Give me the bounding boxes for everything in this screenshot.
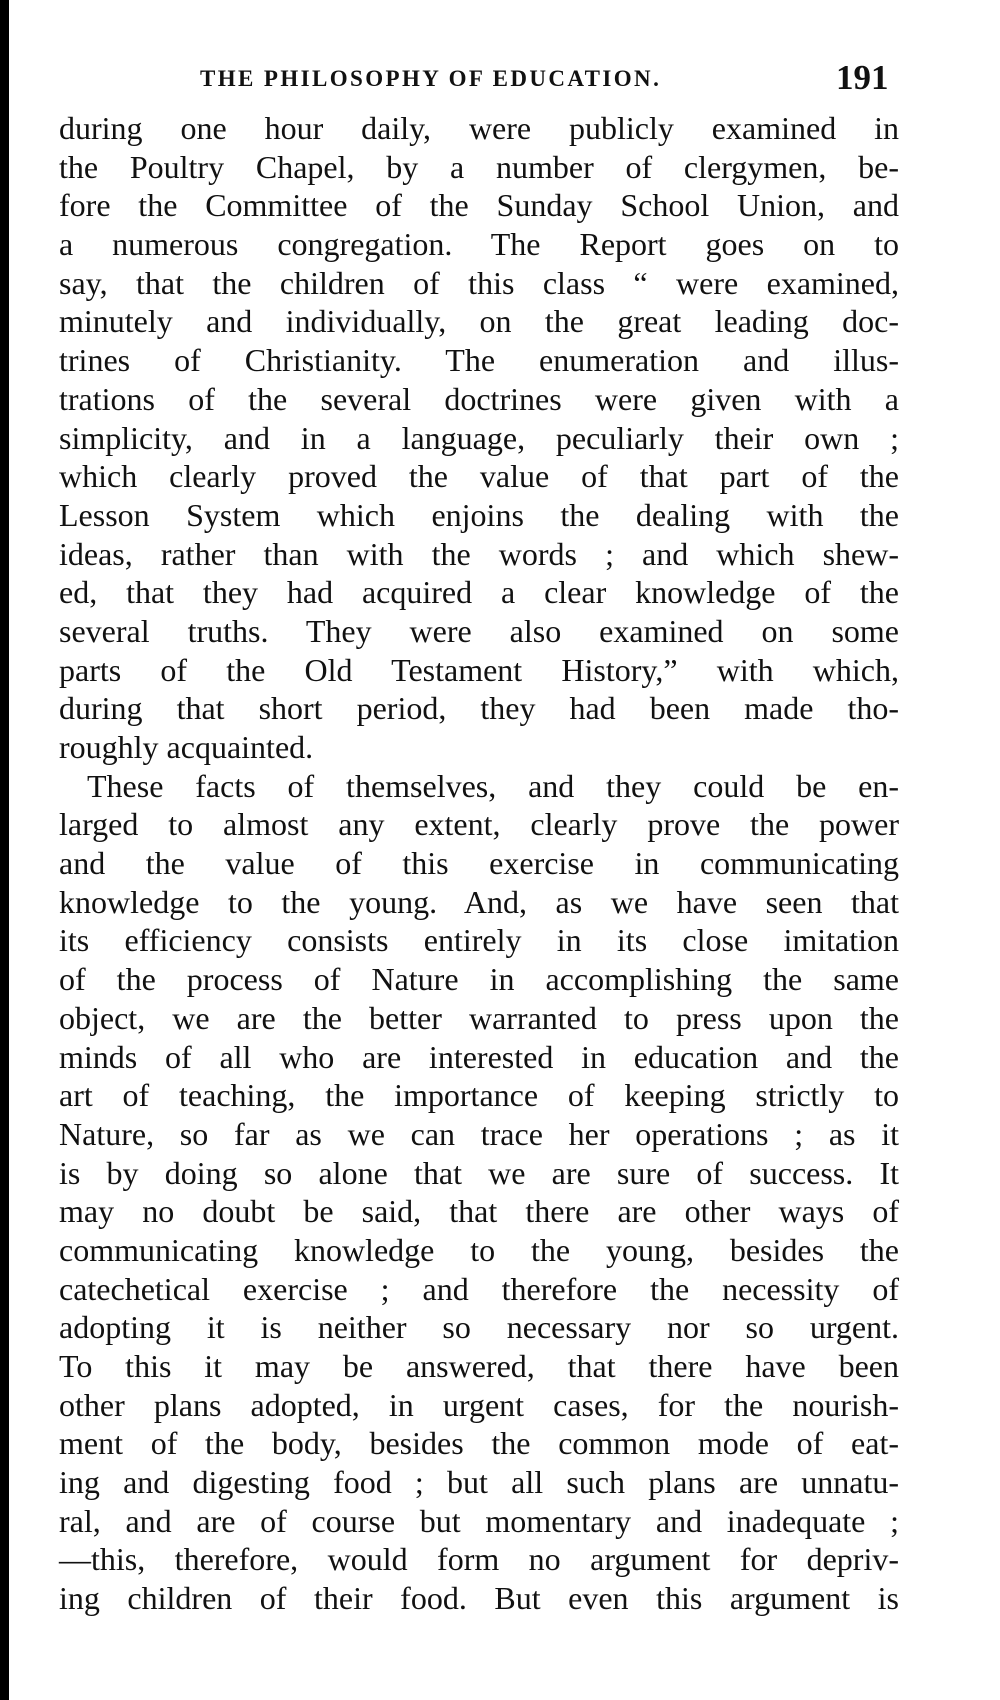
text-line: catechetical exercise ; and therefore the necessity of [59,1270,899,1307]
text-line: ral, and are of course but momentary and inadequate ; [59,1502,899,1539]
body-text [59,109,899,1618]
paragraph-first-line: These facts of themselves, and they could be en- [87,767,899,804]
text-line: several truths. They were also examined on some [59,612,899,649]
running-title: THE PHILOSOPHY OF EDUCATION. [200,66,662,91]
text-line: Lesson System which enjoins the dealing with the [59,496,899,533]
text-line: the Poultry Chapel, by a number of clergymen, be- [59,148,899,185]
text-line: a numerous congregation. The Report goes on to [59,226,899,263]
text-line: other plans adopted, in urgent cases, for the nourish- [59,1386,899,1423]
text-line: trines of Christianity. The enumeration and illus- [59,342,899,379]
text-line: trations of the several doctrines were given with a [59,380,899,417]
text-line: minds of all who are interested in education and the [59,1038,899,1075]
text-line: ing children of their food. But even this argument is [59,1580,899,1617]
text-line: and the value of this exercise in communicating [59,845,899,882]
text-line: ing and digesting food ; but all such plans are unnatu- [59,1464,899,1501]
text-line: which clearly proved the value of that part of the [59,458,899,495]
text-line: fore the Committee of the Sunday School Union, and [59,187,899,224]
running-head [0,58,1000,98]
text-line: ment of the body, besides the common mode of eat- [59,1425,899,1462]
paragraph-last-line: roughly acquainted. [59,729,314,765]
text-line: is by doing so alone that we are sure of success. It [59,1154,899,1191]
text-line: may no doubt be said, that there are other ways of [59,1193,899,1230]
text-line: parts of the Old Testament History,” with which, [59,651,899,688]
text-line: during one hour daily, were publicly examined in [59,110,899,146]
text-line: larged to almost any extent, clearly prove the power [59,806,899,843]
text-line: of the process of Nature in accomplishing the same [59,961,899,998]
text-line: ed, that they had acquired a clear knowledge of the [59,574,899,611]
page-edge-shadow [0,0,9,1700]
text-line: its efficiency consists entirely in its close imitation [59,922,899,959]
text-line: art of teaching, the importance of keeping strictly to [59,1077,899,1114]
text-line: Nature, so far as we can trace her operations ; as it [59,1115,899,1152]
text-line: To this it may be answered, that there have been [59,1348,899,1384]
text-line: communicating knowledge to the young, besides the [59,1231,899,1268]
text-line: minutely and individually, on the great leading doc- [59,303,899,340]
text-line: adopting it is neither so necessary nor so urgent. [59,1309,899,1346]
text-line: knowledge to the young. And, as we have seen that [59,883,899,920]
text-line: say, that the children of this class “ were examined, [59,264,899,301]
text-line: —this, therefore, would form no argument for depriv- [59,1541,899,1578]
text-line: during that short period, they had been made tho- [59,690,899,727]
text-line: ideas, rather than with the words ; and which shew- [59,535,899,572]
text-line: simplicity, and in a language, peculiarly their own ; [59,419,899,456]
text-line: object, we are the better warranted to press upon the [59,999,899,1036]
page-number: 191 [836,58,889,97]
